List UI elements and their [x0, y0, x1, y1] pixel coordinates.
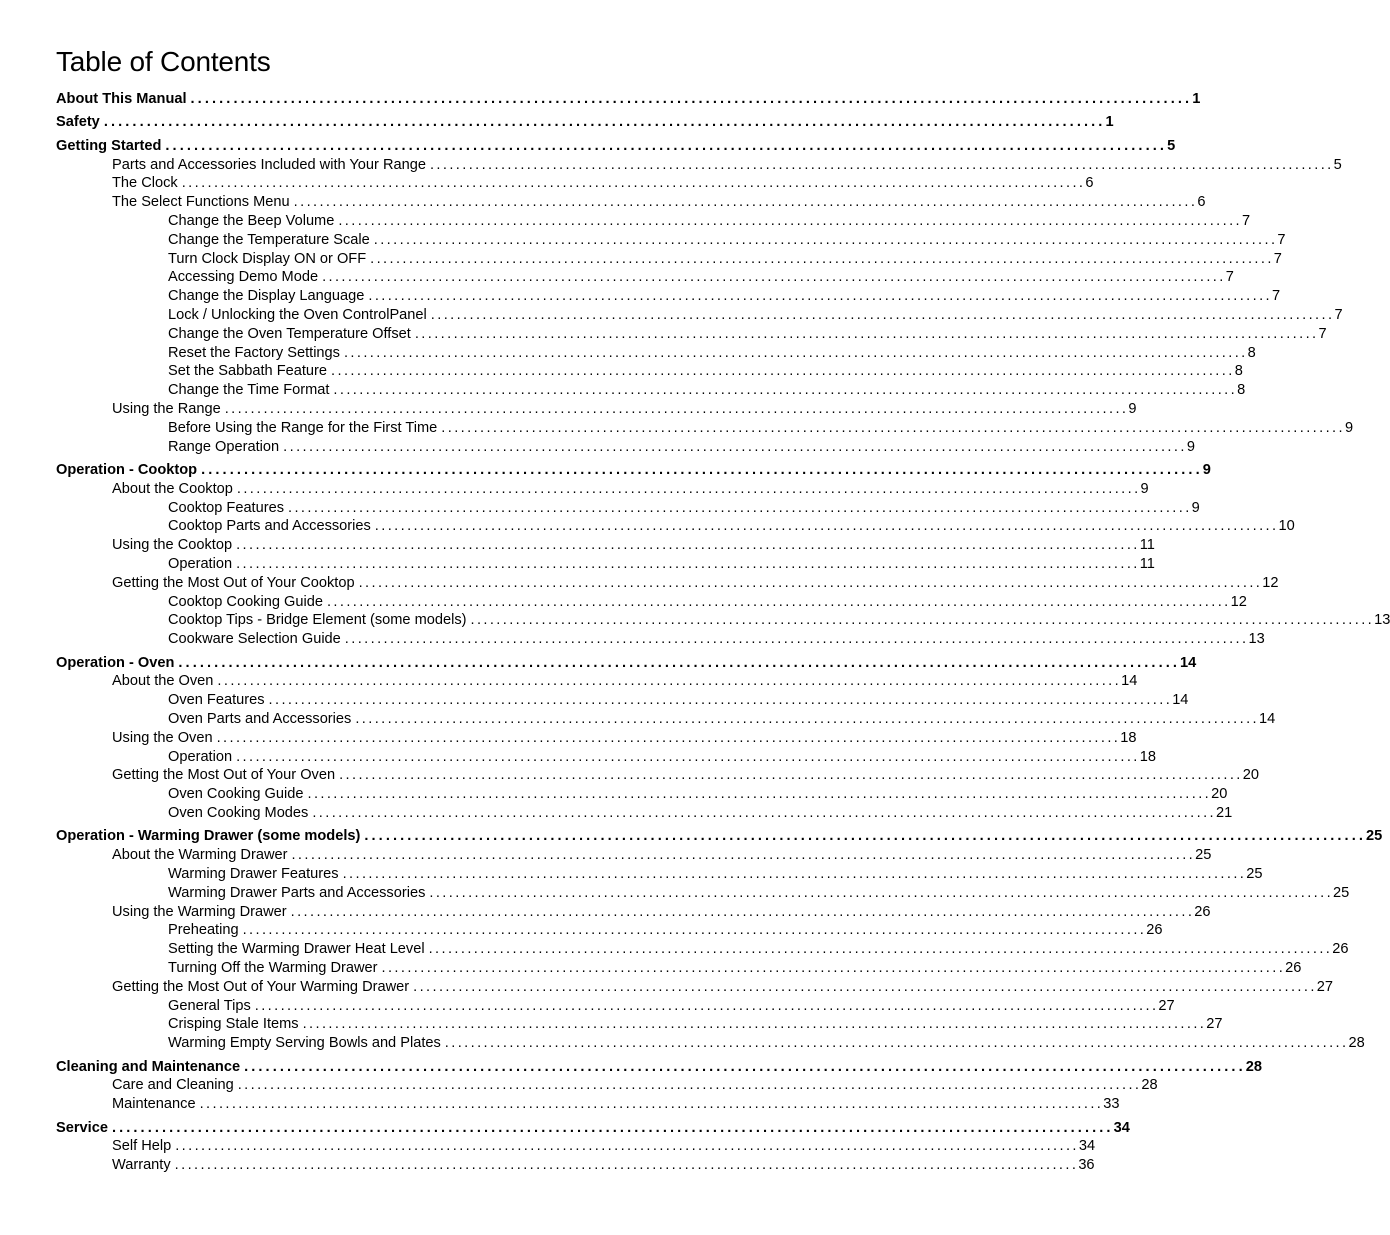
- dot-leader: ............................................................................................................................................: [165, 137, 1168, 154]
- toc-entry[interactable]: [168, 287, 1281, 306]
- toc-section-entry[interactable]: [56, 137, 1176, 156]
- toc-entry-page-number: 7: [1318, 325, 1327, 342]
- toc-entry-title: Set the Sabbath Feature: [168, 363, 328, 380]
- toc-entry-title: Getting the Most Out of Your Cooktop: [112, 574, 355, 591]
- toc-entry-title: Parts and Accessories Included with Your Range: [112, 156, 426, 173]
- toc-entry-page-number: 14: [1180, 654, 1197, 671]
- toc-entry-page-number: 11: [1139, 556, 1155, 572]
- toc-entry-title: Using the Cooktop: [112, 537, 233, 554]
- toc-entry[interactable]: [168, 362, 1243, 381]
- toc-entry-page-number: 26: [1285, 960, 1302, 976]
- dot-leader: ............................................................................................................................................: [326, 593, 1231, 610]
- toc-entry-title: Operation: [168, 556, 233, 572]
- toc-entry-title: Operation - Warming Drawer (some models): [56, 828, 361, 845]
- toc-entry[interactable]: [168, 959, 1302, 978]
- toc-entry[interactable]: [112, 1137, 1096, 1156]
- dot-leader: ............................................................................................................................................: [111, 1119, 1114, 1136]
- toc-entry[interactable]: [168, 381, 1246, 400]
- toc-entry[interactable]: [112, 846, 1212, 865]
- toc-entry-page-number: 33: [1103, 1096, 1120, 1113]
- toc-section-entry[interactable]: [56, 113, 1114, 132]
- toc-entry-title: Using the Oven: [112, 729, 213, 746]
- toc-entry-title: Operation - Oven: [56, 654, 175, 671]
- dot-leader: ............................................................................................................................................: [381, 960, 1286, 976]
- toc-entry-title: Maintenance: [112, 1096, 196, 1113]
- dot-leader: ............................................................................................................................................: [364, 828, 1367, 845]
- toc-entry[interactable]: [168, 748, 1156, 767]
- dot-leader: ............................................................................................................................................: [290, 903, 1195, 920]
- dot-leader: ............................................................................................................................................: [333, 382, 1238, 399]
- toc-entry-page-number: 28: [1141, 1077, 1158, 1094]
- toc-entry-page-number: 8: [1237, 382, 1246, 399]
- toc-entry-page-number: 26: [1332, 941, 1349, 958]
- toc-entry[interactable]: [168, 921, 1163, 940]
- toc-entry-page-number: 21: [1216, 805, 1233, 821]
- toc-entry-page-number: 9: [1128, 401, 1137, 417]
- toc-entry-page-number: 5: [1167, 137, 1176, 154]
- toc-entry-page-number: 7: [1272, 288, 1281, 305]
- toc-section-entry[interactable]: [56, 90, 1201, 109]
- dot-leader: ............................................................................................................................................: [338, 213, 1242, 229]
- dot-leader: ............................................................................................................................................: [242, 922, 1147, 939]
- toc-entry-page-number: 36: [1078, 1157, 1095, 1174]
- toc-entry-title: Change the Time Format: [168, 382, 330, 399]
- toc-entry-title: About the Cooktop: [112, 480, 233, 497]
- toc-entry-page-number: 7: [1277, 231, 1286, 248]
- page-title: Table of Contents: [56, 46, 271, 77]
- toc-entry-title: Cooktop Parts and Accessories: [168, 518, 371, 535]
- toc-entry[interactable]: [168, 325, 1327, 344]
- toc-entry-page-number: 14: [1258, 711, 1276, 727]
- toc-entry[interactable]: [168, 231, 1286, 250]
- toc-entry-page-number: 25: [1246, 866, 1263, 882]
- toc-entry-page-number: 12: [1230, 593, 1247, 610]
- dot-leader: ............................................................................................................................................: [224, 401, 1129, 417]
- toc-entry-title: Cleaning and Maintenance: [56, 1058, 241, 1075]
- toc-entry-page-number: 9: [1186, 438, 1195, 455]
- dot-leader: ............................................................................................................................................: [283, 438, 1187, 455]
- toc-entry[interactable]: [112, 672, 1138, 691]
- toc-entry-title: Cookware Selection Guide: [168, 631, 341, 648]
- toc-entry-page-number: 7: [1273, 250, 1282, 267]
- dot-leader: ............................................................................................................................................: [370, 250, 1274, 267]
- dot-leader: ............................................................................................................................................: [307, 786, 1212, 803]
- toc-entry-page-number: 7: [1334, 307, 1343, 323]
- toc-entry-page-number: 7: [1225, 269, 1234, 286]
- toc-entry-title: Before Using the Range for the First Time: [168, 419, 438, 436]
- toc-entry-page-number: 25: [1195, 847, 1212, 864]
- toc-entry-title: Using the Range: [112, 401, 221, 417]
- toc-section-entry[interactable]: [56, 827, 1383, 846]
- toc-entry[interactable]: [112, 400, 1137, 419]
- dot-leader: ............................................................................................................................................: [358, 574, 1263, 591]
- toc-entry-title: Turn Clock Display ON or OFF: [168, 250, 367, 267]
- toc-entry-page-number: 13: [1374, 612, 1390, 629]
- toc-entry-page-number: 1: [1192, 91, 1201, 107]
- toc-entry-title: About This Manual: [56, 91, 187, 107]
- dot-leader: ............................................................................................................................................: [254, 997, 1159, 1014]
- toc-entry-title: Range Operation: [168, 438, 280, 455]
- toc-entry-title: Cooktop Cooking Guide: [168, 593, 323, 610]
- dot-leader: ............................................................................................................................................: [217, 673, 1122, 690]
- toc-entry[interactable]: [112, 193, 1206, 212]
- toc-entry[interactable]: [168, 212, 1251, 231]
- toc-entry-page-number: 5: [1333, 156, 1342, 173]
- dot-leader: ............................................................................................................................................: [291, 847, 1196, 864]
- dot-leader: ............................................................................................................................................: [103, 114, 1106, 131]
- toc-entry-title: Warming Drawer Features: [168, 866, 339, 882]
- toc-entry-page-number: 34: [1078, 1138, 1096, 1155]
- dot-leader: ............................................................................................................................................: [430, 307, 1335, 323]
- toc-entry-page-number: 18: [1120, 729, 1137, 746]
- toc-entry-page-number: 6: [1197, 194, 1206, 211]
- toc-entry[interactable]: [168, 555, 1155, 574]
- toc-entry-page-number: 26: [1194, 903, 1211, 920]
- dot-leader: ............................................................................................................................................: [428, 941, 1333, 958]
- toc-entry-title: Safety: [56, 114, 100, 131]
- dot-leader: ............................................................................................................................................: [441, 419, 1345, 436]
- toc-entry[interactable]: [112, 574, 1279, 593]
- toc-entry-title: Change the Beep Volume: [168, 213, 335, 229]
- toc-entry[interactable]: [168, 691, 1189, 710]
- toc-entry[interactable]: [168, 419, 1354, 438]
- toc-entry-title: Accessing Demo Mode: [168, 269, 319, 286]
- toc-entry-title: About the Warming Drawer: [112, 847, 288, 864]
- dot-leader: ............................................................................................................................................: [429, 884, 1334, 901]
- toc-entry[interactable]: [112, 1076, 1158, 1095]
- toc-entry-title: Oven Parts and Accessories: [168, 711, 352, 727]
- dot-leader: ............................................................................................................................................: [373, 231, 1278, 248]
- dot-leader: ............................................................................................................................................: [216, 729, 1121, 746]
- toc-entry[interactable]: [112, 1156, 1095, 1175]
- toc-entry-page-number: 11: [1139, 537, 1155, 554]
- dot-leader: ............................................................................................................................................: [342, 866, 1247, 882]
- toc-entry-title: General Tips: [168, 997, 251, 1014]
- toc-entry-title: Cooktop Tips - Bridge Element (some models): [168, 612, 467, 629]
- toc-entry[interactable]: [168, 250, 1282, 269]
- dot-leader: ............................................................................................................................................: [201, 462, 1203, 478]
- toc-entry[interactable]: [112, 978, 1334, 997]
- toc-entry[interactable]: [168, 1015, 1223, 1034]
- toc-entry[interactable]: [168, 593, 1247, 612]
- toc-entry-title: Care and Cleaning: [112, 1077, 234, 1094]
- toc-entry-title: Crisping Stale Items: [168, 1016, 299, 1033]
- toc-entry[interactable]: [168, 785, 1228, 804]
- toc-entry-title: Change the Temperature Scale: [168, 231, 370, 248]
- toc-entry[interactable]: [112, 156, 1342, 175]
- toc-section-entry[interactable]: [56, 1058, 1262, 1077]
- toc-entry-title: Lock / Unlocking the Oven ControlPanel: [168, 307, 427, 323]
- toc-entry-title: Getting Started: [56, 137, 162, 154]
- toc-entry-page-number: 13: [1248, 631, 1265, 648]
- toc-entry-page-number: 10: [1278, 518, 1295, 535]
- dot-leader: ............................................................................................................................................: [174, 1157, 1079, 1174]
- dot-leader: ............................................................................................................................................: [312, 805, 1216, 821]
- toc-entry[interactable]: [112, 174, 1094, 193]
- dot-leader: ............................................................................................................................................: [236, 556, 1140, 572]
- toc-entry-title: The Select Functions Menu: [112, 194, 290, 211]
- toc-entry-title: Setting the Warming Drawer Heat Level: [168, 941, 425, 958]
- toc-entry[interactable]: [168, 611, 1390, 630]
- toc-entry-title: Warming Drawer Parts and Accessories: [168, 884, 426, 901]
- toc-entry-page-number: 8: [1247, 344, 1256, 361]
- dot-leader: ............................................................................................................................................: [268, 692, 1173, 709]
- toc-entry-title: Oven Cooking Modes: [168, 805, 309, 821]
- dot-leader: ............................................................................................................................................: [237, 1077, 1142, 1094]
- toc-entry-title: The Clock: [112, 175, 178, 192]
- toc-entry[interactable]: [168, 884, 1350, 903]
- dot-leader: ............................................................................................................................................: [322, 269, 1226, 286]
- toc-entry-page-number: 6: [1085, 175, 1094, 192]
- toc-entry-title: Getting the Most Out of Your Warming Drawer: [112, 978, 410, 995]
- dot-leader: ............................................................................................................................................: [181, 175, 1086, 192]
- toc-entry[interactable]: [168, 865, 1263, 884]
- toc-entry-page-number: 27: [1316, 978, 1334, 995]
- dot-leader: ............................................................................................................................................: [444, 1035, 1349, 1052]
- toc-entry-title: Turning Off the Warming Drawer: [168, 960, 378, 976]
- toc-entry[interactable]: [112, 766, 1259, 785]
- dot-leader: ............................................................................................................................................: [178, 654, 1181, 671]
- toc-entry-title: Oven Features: [168, 692, 265, 709]
- toc-entry-title: Reset the Factory Settings: [168, 344, 340, 361]
- toc-entry[interactable]: [168, 438, 1195, 457]
- toc-entry[interactable]: [112, 480, 1149, 499]
- toc-entry-title: Self Help: [112, 1138, 172, 1155]
- toc-entry-page-number: 34: [1113, 1119, 1130, 1136]
- dot-leader: ............................................................................................................................................: [331, 363, 1235, 380]
- dot-leader: ............................................................................................................................................: [414, 325, 1319, 342]
- toc-entry[interactable]: [168, 517, 1295, 536]
- toc-entry[interactable]: [112, 903, 1211, 922]
- toc-entry[interactable]: [168, 710, 1276, 729]
- toc-entry-title: About the Oven: [112, 673, 214, 690]
- dot-leader: ............................................................................................................................................: [293, 194, 1198, 211]
- toc-entry[interactable]: [168, 804, 1233, 823]
- toc-entry-title: Warranty: [112, 1157, 171, 1174]
- dot-leader: ............................................................................................................................................: [288, 499, 1192, 516]
- toc-entry[interactable]: [168, 630, 1265, 649]
- dot-leader: ............................................................................................................................................: [429, 156, 1334, 173]
- toc-entry[interactable]: [168, 268, 1234, 287]
- toc-entry[interactable]: [168, 1034, 1365, 1053]
- toc-entry-page-number: 26: [1146, 922, 1163, 939]
- dot-leader: ............................................................................................................................................: [413, 978, 1317, 995]
- dot-leader: ............................................................................................................................................: [175, 1138, 1079, 1155]
- toc-entry[interactable]: [168, 306, 1343, 325]
- toc-entry-page-number: 14: [1172, 692, 1189, 709]
- toc-section-entry[interactable]: [56, 461, 1211, 480]
- toc-entry[interactable]: [112, 729, 1137, 748]
- toc-entry-page-number: 20: [1211, 786, 1228, 803]
- toc-section-entry[interactable]: [56, 1119, 1130, 1138]
- toc-entry[interactable]: [168, 499, 1200, 518]
- toc-entry-page-number: 8: [1234, 363, 1243, 380]
- dot-leader: ............................................................................................................................................: [374, 518, 1279, 535]
- toc-entry-title: Service: [56, 1119, 108, 1136]
- toc-entry[interactable]: [168, 997, 1175, 1016]
- toc-entry-page-number: 20: [1242, 767, 1259, 784]
- toc-entry-page-number: 9: [1191, 499, 1200, 516]
- toc-entry-title: Preheating: [168, 922, 239, 939]
- toc-entry-title: Operation - Cooktop: [56, 462, 198, 478]
- toc-entry-page-number: 9: [1344, 419, 1354, 436]
- toc-entry-title: Getting the Most Out of Your Oven: [112, 767, 336, 784]
- toc-entry[interactable]: [112, 536, 1155, 555]
- dot-leader: ............................................................................................................................................: [344, 631, 1249, 648]
- toc-entry-page-number: 14: [1121, 673, 1138, 690]
- toc-entry-page-number: 7: [1242, 213, 1251, 229]
- toc-section-entry[interactable]: [56, 654, 1197, 673]
- dot-leader: ............................................................................................................................................: [236, 480, 1141, 497]
- toc-entry-title: Oven Cooking Guide: [168, 786, 304, 803]
- dot-leader: ............................................................................................................................................: [190, 91, 1193, 107]
- toc-entry-title: Change the Display Language: [168, 288, 365, 305]
- dot-leader: ............................................................................................................................................: [339, 767, 1243, 784]
- toc-entry-title: Operation: [168, 748, 233, 765]
- toc-entry-page-number: 18: [1139, 748, 1156, 765]
- dot-leader: ............................................................................................................................................: [236, 748, 1140, 765]
- toc-entry-page-number: 27: [1158, 997, 1175, 1014]
- dot-leader: ............................................................................................................................................: [355, 711, 1259, 727]
- toc-entry[interactable]: [168, 344, 1256, 363]
- dot-leader: ............................................................................................................................................: [470, 612, 1375, 629]
- toc-entry-page-number: 28: [1348, 1035, 1365, 1052]
- dot-leader: ............................................................................................................................................: [236, 537, 1140, 554]
- toc-entry-title: Warming Empty Serving Bowls and Plates: [168, 1035, 441, 1052]
- dot-leader: ............................................................................................................................................: [343, 344, 1248, 361]
- toc-entry-title: Cooktop Features: [168, 499, 285, 516]
- toc-entry-title: Change the Oven Temperature Offset: [168, 325, 411, 342]
- toc-entry[interactable]: [168, 940, 1349, 959]
- toc-entry-page-number: 1: [1105, 114, 1114, 131]
- dot-leader: ............................................................................................................................................: [199, 1096, 1104, 1113]
- toc-entry-title: Using the Warming Drawer: [112, 903, 287, 920]
- dot-leader: ............................................................................................................................................: [244, 1058, 1246, 1075]
- dot-leader: ............................................................................................................................................: [302, 1016, 1207, 1033]
- toc-entry-page-number: 27: [1206, 1016, 1223, 1033]
- toc-entry-page-number: 25: [1366, 828, 1383, 845]
- toc-entry-page-number: 9: [1202, 462, 1211, 478]
- dot-leader: ............................................................................................................................................: [368, 288, 1273, 305]
- toc-entry-page-number: 9: [1140, 480, 1149, 497]
- toc-entry[interactable]: [112, 1095, 1120, 1114]
- toc-entry-page-number: 28: [1245, 1058, 1262, 1075]
- toc-entry-page-number: 12: [1262, 574, 1279, 591]
- toc-entry-page-number: 25: [1333, 884, 1350, 901]
